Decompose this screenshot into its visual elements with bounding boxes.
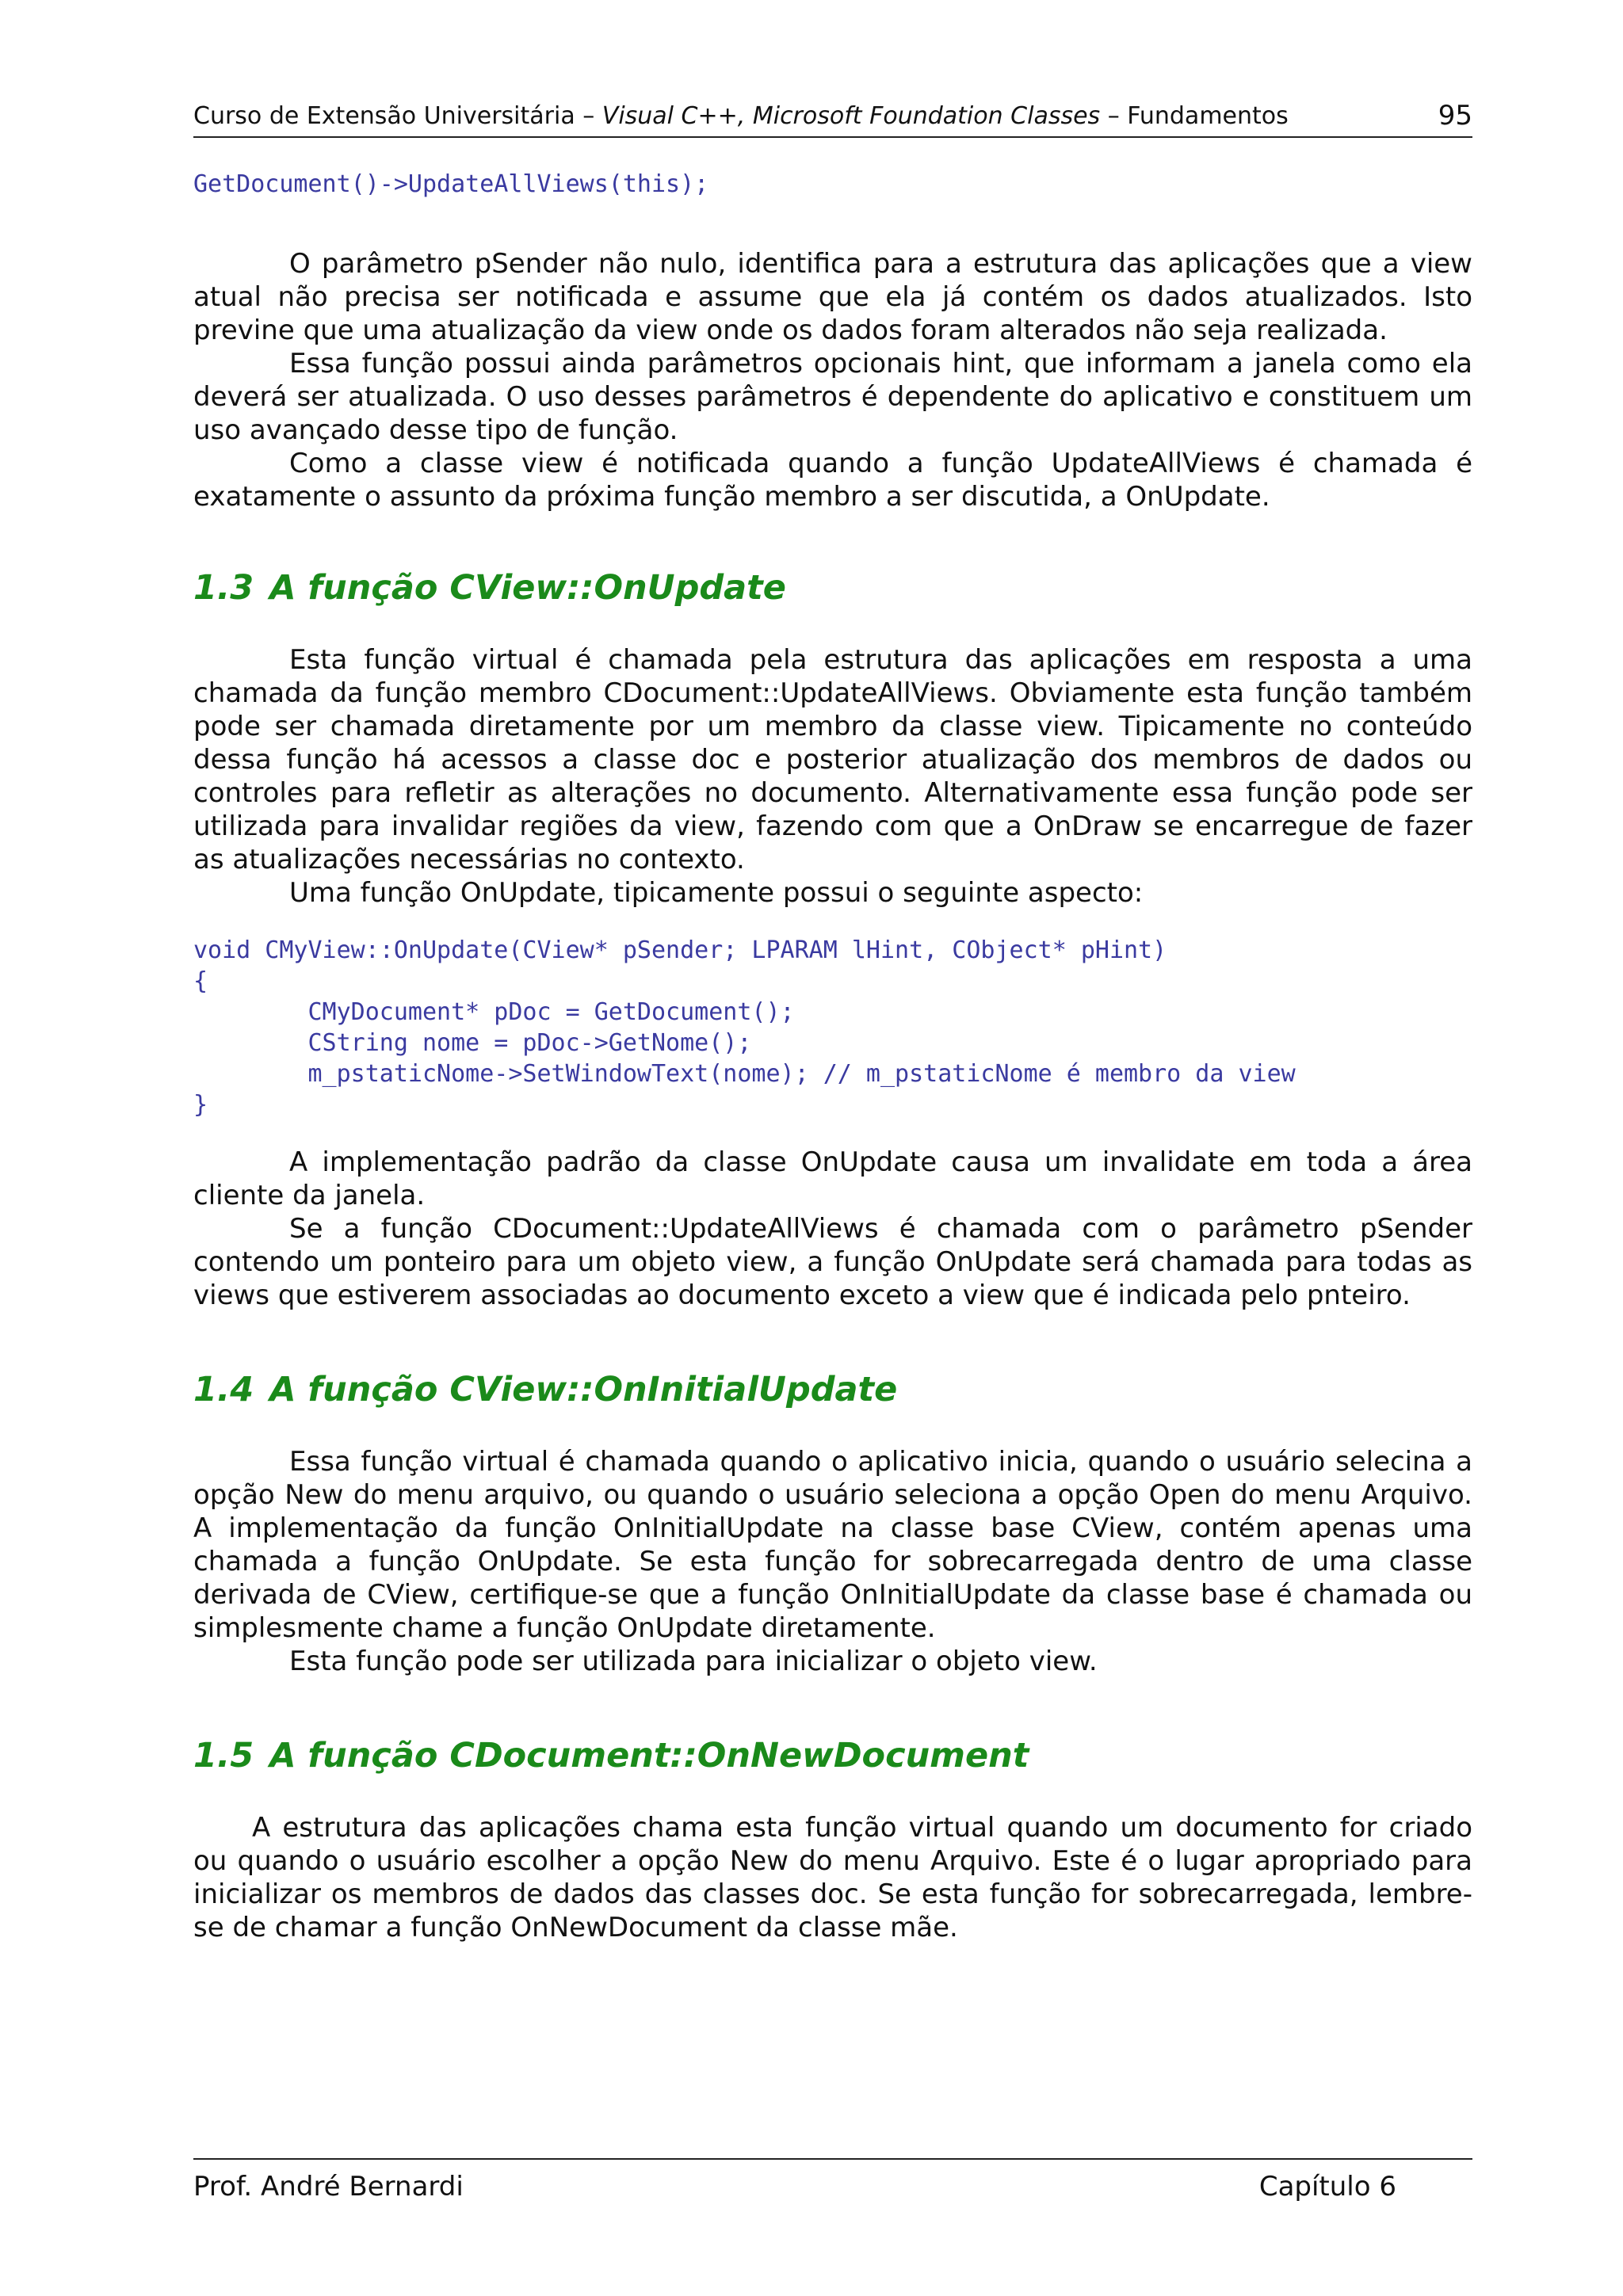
paragraph-onnewdocument-description: A estrutura das aplicações chama esta função virtual quando um documento for criado ou quando o usuário escolher a opção New do menu Arquivo. Este é o lugar apropriado para inicializar os membros de dados das classes doc. Se esta função for sobrecarregada, lembre-se de chamar a função OnNewDocument da classe mãe. [193, 1812, 1472, 1943]
section-title: A função CDocument::OnNewDocument [269, 1736, 1029, 1775]
section-heading-1-3 [193, 566, 1472, 610]
section-number: 1.3 [193, 568, 254, 608]
page-number: 95 [1438, 100, 1472, 132]
header-prefix: Curso de Extensão Universitária – [193, 102, 602, 130]
page-footer [193, 2158, 1472, 2207]
paragraph-psender: O parâmetro pSender não nulo, identifica para a estrutura das aplicações que a view atual não precisa ser notificada e assume que ela já contém os dados atualizados. Isto previne que uma atualização da view onde os dados foram alterados não seja realizada. [193, 248, 1472, 346]
page-body [193, 169, 1472, 1944]
paragraph-onupdate-description: Esta função virtual é chamada pela estrutura das aplicações em resposta a uma chamada da função membro CDocument::UpdateAllViews. Obviamente esta função também pode ser chamada diretamente por um membro da classe view. Tipicamente no conteúdo dessa função há acessos a classe doc e posterior atualização dos membros de dados ou controles para refletir as alterações no documento. Alternativamente essa função pode ser utilizada para invalidar regiões da view, fazendo com que a OnDraw se encarregue de fazer as atualizações necessárias no contexto. [193, 644, 1472, 875]
paragraph-oninitialupdate-usage: Esta função pode ser utilizada para inicializar o objeto view. [289, 1646, 1098, 1677]
footer-chapter: Capítulo 6 [1258, 2171, 1396, 2203]
section-heading-1-4 [193, 1367, 1472, 1412]
paragraph-psender-pointer: Se a função CDocument::UpdateAllViews é chamada com o parâmetro pSender contendo um ponteiro para um objeto view, a função OnUpdate será chamada para todas as views que estiverem associadas ao documento exceto a view que é indicada pelo pnteiro. [193, 1213, 1472, 1311]
section-title: A função CView::OnInitialUpdate [269, 1370, 898, 1409]
code-line: } [193, 1091, 208, 1119]
header-suffix: – Fundamentos [1100, 102, 1289, 130]
code-line: CMyDocument* pDoc = GetDocument(); [193, 998, 795, 1026]
header-italic: Visual C++, Microsoft Foundation Classes [601, 102, 1101, 130]
paragraph-oninitialupdate-description: Essa função virtual é chamada quando o aplicativo inicia, quando o usuário selecina a opção New do menu arquivo, ou quando o usuário seleciona a opção Open do menu Arquivo. A implementação da função OnInitialUpdate na classe base CView, contém apenas uma chamada a função OnUpdate. Se esta função for sobrecarregada dentro de uma classe derivada de CView, certifique-se que a função OnInitialUpdate da classe base é chamada ou simplesmente chame a função OnUpdate diretamente. [193, 1446, 1472, 1644]
code-block-onupdate [193, 935, 1472, 1120]
paragraph-hint: Essa função possui ainda parâmetros opcionais hint, que informam a janela como ela deverá ser atualizada. O uso desses parâmetros é dependente do aplicativo e constituem um uso avançado desse tipo de função. [193, 348, 1472, 446]
code-line: m_pstaticNome->SetWindowText(nome); // m_pstaticNome é membro da view [193, 1060, 1296, 1088]
paragraph-notification: Como a classe view é notificada quando a função UpdateAllViews é chamada é exatamente o assunto da próxima função membro a ser discutida, a OnUpdate. [193, 448, 1472, 513]
paragraph-default-implementation: A implementação padrão da classe OnUpdate causa um invalidate em toda a área cliente da janela. [193, 1146, 1472, 1211]
code-line: void CMyView::OnUpdate(CView* pSender; LPARAM lHint, CObject* pHint) [193, 936, 1167, 964]
header-title [193, 102, 1289, 130]
footer-author: Prof. André Bernardi [193, 2171, 464, 2203]
section-title: A função CView::OnUpdate [269, 568, 786, 608]
section-heading-1-5 [193, 1733, 1472, 1778]
section-number: 1.5 [193, 1736, 254, 1775]
section-number: 1.4 [193, 1370, 254, 1409]
code-line: { [193, 967, 208, 995]
code-line-update-all-views: GetDocument()->UpdateAllViews(this); [193, 170, 709, 198]
paragraph-onupdate-aspect: Uma função OnUpdate, tipicamente possui o seguinte aspecto: [289, 877, 1144, 909]
page-header [193, 95, 1472, 138]
code-line: CString nome = pDoc->GetNome(); [193, 1029, 752, 1057]
